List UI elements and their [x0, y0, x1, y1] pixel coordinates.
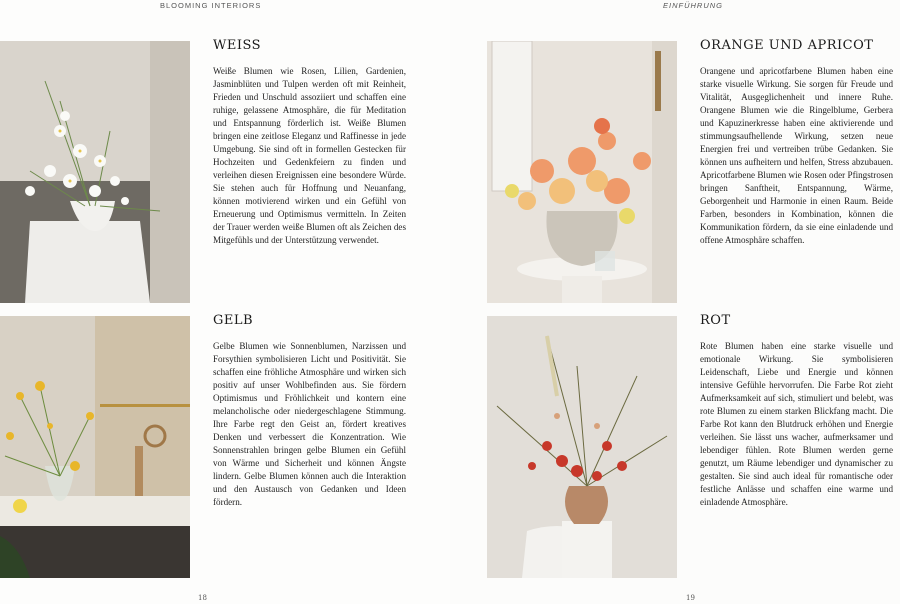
section-title-gelb: GELB: [213, 313, 254, 328]
orange-apricot-flowers-photo: [487, 41, 677, 303]
right-page: [450, 0, 900, 604]
red-flowers-photo: [487, 316, 677, 578]
section-title-weiss: WEISS: [213, 38, 262, 53]
section-text-rot: Rote Blumen haben eine starke visuelle und emotionale Wirkung. Sie symbolisieren Leidenschaft, Liebe und Energie und können intensive Gefühle hervorrufen. Die Farbe Rot zieht Aufmerksamkeit auf sich, stimuliert und belebt, was rote Blumen zu einem starken Blickfang macht. Die Farbe Rot kann den Blutdruck erhöhen und Energie verleihen. Sie lässt uns wacher, aufmerksamer und lebendiger fühlen. Rote Blumen werden gerne genutzt, um Räume lebendiger und dynamischer zu gestalten. Sie sind auch ideal für romantische oder festliche Anlässe und schaffen eine warme und einladende Atmosphäre.: [700, 341, 893, 507]
running-head: EINFÜHRUNG: [663, 1, 723, 10]
section-title-orange-apricot: ORANGE UND APRICOT: [700, 38, 874, 53]
section-text-orange-apricot: Orangene und apricotfarbene Blumen haben eine starke visuelle Wirkung. Sie sorgen für Freude und Vitalität, Ausgeglichenheit und innere Ruhe. Orangene Blumen wie die Ringelblume, Gerbera und Kapuzinerkresse haben eine aktivierende und stimmungsaufhellende Wirkung, setzen neue Energien frei und vertreiben trübe Gedanken. Sie können uns aufheitern und helfen, Stress abzubauen. Apricotfarbene Blumen wie Rosen oder Pfingstrosen bringen Sanftheit, Entspannung, Wärme, Geborgenheit und Harmonie in einen Raum. Beide Farben, besonders in Kombination, können die Kommunikation fördern, da sie eine einladende und offene Atmosphäre schaffen.: [700, 66, 893, 245]
page-number: 18: [198, 594, 207, 602]
running-head: BLOOMING INTERIORS: [160, 1, 262, 10]
section-title-rot: ROT: [700, 313, 731, 328]
white-flowers-photo: [0, 41, 190, 303]
page-number: 19: [686, 594, 695, 602]
section-text-weiss: Weiße Blumen wie Rosen, Lilien, Gardenien, Jasminblüten und Tulpen werden oft mit Reinheit, Frieden und Unschuld assoziiert und schaffen eine ruhige, gelassene Atmosphäre, die für Meditation und Entspannung förderlich ist. Weiße Blumen bringen eine zeitlose Eleganz und Raffinesse in jede Umgebung. Sie sind oft in formellen Gestecken für Hochzeiten und Gedenkfeiern zu finden und verleihen diesen Ereignissen eine besondere Würde. Sie stehen auch für Hoffnung und Neuanfang, können motivierend wirken und ein Gefühl von Erneuerung und Optimismus vermitteln. In Zeiten der Trauer werden weiße Blumen oft als Zeichen des Mitgefühls und der Unterstützung verwendet.: [213, 66, 406, 245]
section-text-gelb: Gelbe Blumen wie Sonnenblumen, Narzissen und Forsythien symbolisieren Licht und Positivität. Sie schaffen eine fröhliche Atmosphäre und wirken sich positiv auf unser Wohlbefinden aus. Sie fördern Optimismus und Fröhlichkeit und kontern eine melancholische oder niedergeschlagene Stimmung. Ihre Farbe regt den Geist an, fördert kreatives Denken und verbessert die Konzentration. Wie Sonnenstrahlen bringen gelbe Blumen ein Gefühl von Wärme und Sicherheit und können Ängste lindern. Gelbe Blumen können auch die Interaktion und den Austausch von Gedanken und Ideen fördern.: [213, 341, 406, 507]
yellow-flowers-photo: [0, 316, 190, 578]
